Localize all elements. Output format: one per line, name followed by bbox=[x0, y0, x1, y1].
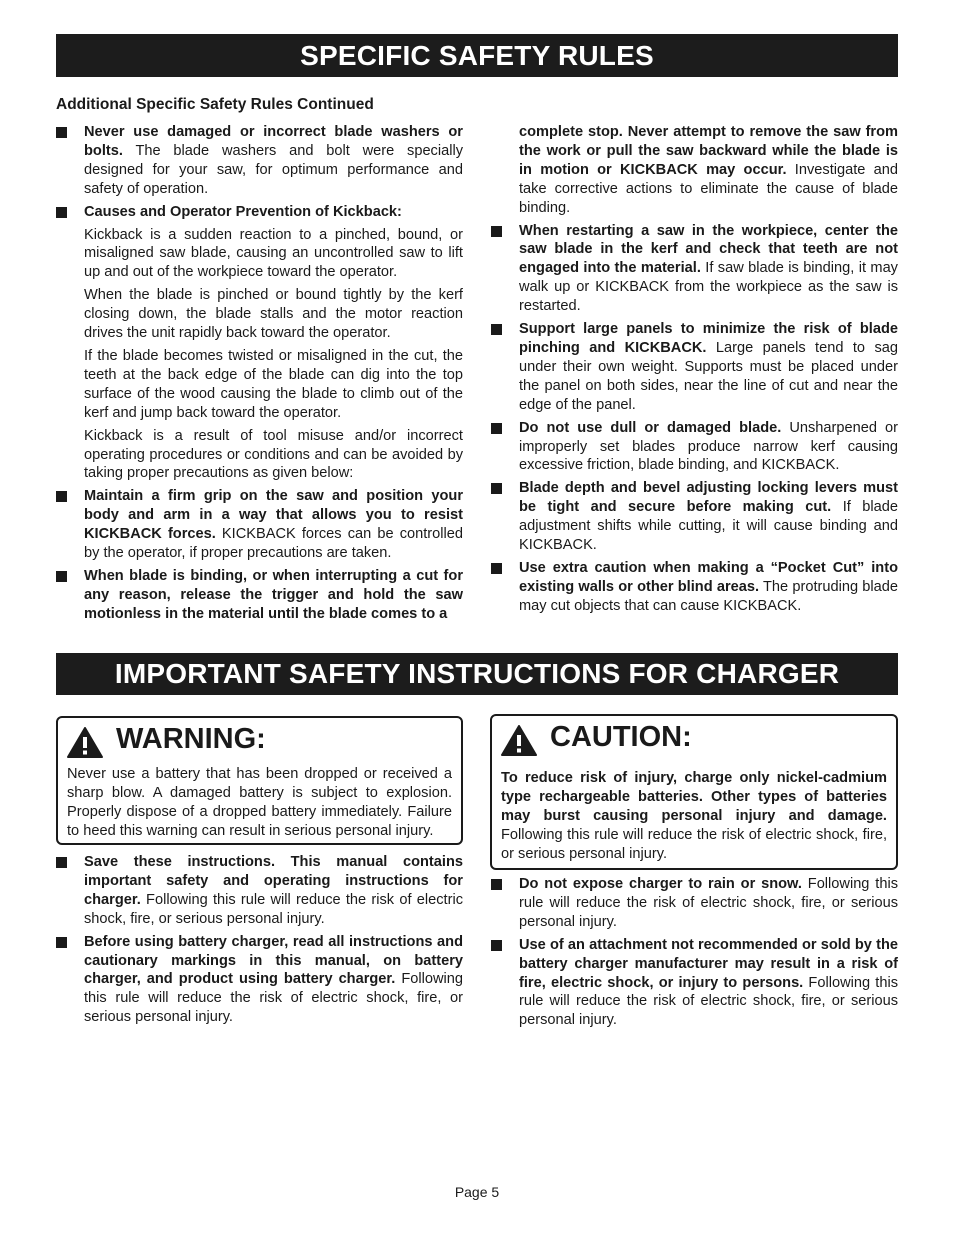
bullet-icon bbox=[56, 857, 67, 868]
left-column-rules bbox=[56, 123, 463, 628]
list-item: Never use damaged or incorrect blade washers or bolts. The blade washers and bolt were specially designed for your saw, for optimum performance and safety of operation. bbox=[56, 123, 463, 199]
paragraph: Kickback is a sudden reaction to a pinched, bound, or misaligned saw blade, causing an uncontrolled saw to lift up and out of the workpiece toward the operator. bbox=[84, 226, 463, 281]
section-title-charger: IMPORTANT SAFETY INSTRUCTIONS FOR CHARGER bbox=[56, 653, 898, 695]
warning-box bbox=[56, 716, 463, 845]
list-item: Causes and Operator Prevention of Kickback: bbox=[56, 203, 463, 222]
list-item: Use of an attachment not recommended or sold by the battery charger manufacturer may result in a risk of fire, electric shock, or injury to persons. Following this rule will reduce the risk of electric shock, fire, or serious personal injury. bbox=[491, 936, 898, 1031]
paragraph: Kickback is a result of tool misuse and/or incorrect operating procedures or conditions and can be avoided by taking proper precautions as given below: bbox=[84, 427, 463, 482]
bullet-icon bbox=[491, 423, 502, 434]
bullet-icon bbox=[56, 207, 67, 218]
bullet-icon bbox=[491, 879, 502, 890]
bullet-icon bbox=[56, 491, 67, 502]
charger-right-column bbox=[491, 875, 898, 1034]
bullet-icon bbox=[56, 127, 67, 138]
list-item: Use extra caution when making a “Pocket Cut” into existing walls or other blind areas. The protruding blade may cut objects that can cause KICKBACK. bbox=[491, 559, 898, 616]
right-column-rules bbox=[491, 123, 898, 620]
bullet-icon bbox=[491, 563, 502, 574]
caution-text: To reduce risk of injury, charge only nickel-cadmium type rechargeable batteries. Other types of batteries may burst causing personal injury and damage. Following this rule will reduce the risk of electric shock, fire, or serious personal injury. bbox=[501, 770, 887, 862]
page-number: Page 5 bbox=[454, 1184, 500, 1200]
list-item: When restarting a saw in the workpiece, center the saw blade in the kerf and check that teeth are not engaged into the material. If saw blade is binding, it may walk up or KICKBACK from the workpiece as the saw is restarted. bbox=[491, 222, 898, 317]
bullet-icon bbox=[491, 324, 502, 335]
list-item: Do not use dull or damaged blade. Unsharpened or improperly set blades produce narrow kerf causing excessive friction, blade binding, and KICKBACK. bbox=[491, 419, 898, 476]
warning-triangle-icon bbox=[66, 726, 104, 759]
bullet-icon bbox=[491, 483, 502, 494]
caution-box bbox=[490, 714, 898, 870]
caution-triangle-icon bbox=[500, 724, 538, 757]
list-item: Do not expose charger to rain or snow. Following this rule will reduce the risk of electric shock, fire, or serious personal injury. bbox=[491, 875, 898, 932]
list-item: Save these instructions. This manual contains important safety and operating instructions for charger. Following this rule will reduce the risk of electric shock, fire, or serious personal injury. bbox=[56, 853, 463, 929]
warning-text: Never use a battery that has been dropped or received a sharp blow. A damaged battery is subject to explosion. Properly dispose of a dropped battery immediately. Failure to heed this warning can result in serious personal injury. bbox=[67, 766, 452, 839]
caution-title: CAUTION: bbox=[550, 721, 692, 753]
bullet-icon bbox=[491, 226, 502, 237]
list-item: Blade depth and bevel adjusting locking levers must be tight and secure before making cut. If blade adjustment shifts while cutting, it will cause binding and KICKBACK. bbox=[491, 479, 898, 555]
list-item: Before using battery charger, read all instructions and cautionary markings in this manual, on battery charger, and product using battery charger. Following this rule will reduce the risk of electric shock, fire, or serious personal injury. bbox=[56, 933, 463, 1028]
subsection-title: Additional Specific Safety Rules Continued bbox=[56, 96, 374, 113]
bullet-icon bbox=[56, 937, 67, 948]
list-item: When blade is binding, or when interrupting a cut for any reason, release the trigger and hold the saw motionless in the material until the blade comes to a bbox=[56, 567, 463, 624]
warning-title: WARNING: bbox=[116, 723, 266, 755]
bullet-icon bbox=[491, 940, 502, 951]
list-item: Maintain a firm grip on the saw and position your body and arm in a way that allows you to resist KICKBACK forces. KICKBACK forces can be controlled by the operator, if proper precautions are taken. bbox=[56, 487, 463, 563]
section-title-specific-safety-rules: SPECIFIC SAFETY RULES bbox=[56, 34, 898, 77]
paragraph: If the blade becomes twisted or misaligned in the cut, the teeth at the back edge of the blade can dig into the top surface of the wood causing the blade to climb out of the kerf and jump back toward the operator. bbox=[84, 347, 463, 421]
list-item: Support large panels to minimize the risk of blade pinching and KICKBACK. Large panels tend to sag under their own weight. Supports must be placed under the panel on both sides, near the line of cut and near the edge of the panel. bbox=[491, 320, 898, 415]
continued-paragraph: complete stop. Never attempt to remove the saw from the work or pull the saw backward while the blade is in motion or KICKBACK may occur. Investigate and take corrective actions to eliminate the cause of blade binding. bbox=[519, 124, 899, 216]
bullet-icon bbox=[56, 571, 67, 582]
charger-left-column bbox=[56, 853, 463, 1031]
paragraph: When the blade is pinched or bound tightly by the kerf closing down, the blade stalls and the motor reaction drives the unit rapidly back toward the operator. bbox=[84, 287, 463, 342]
